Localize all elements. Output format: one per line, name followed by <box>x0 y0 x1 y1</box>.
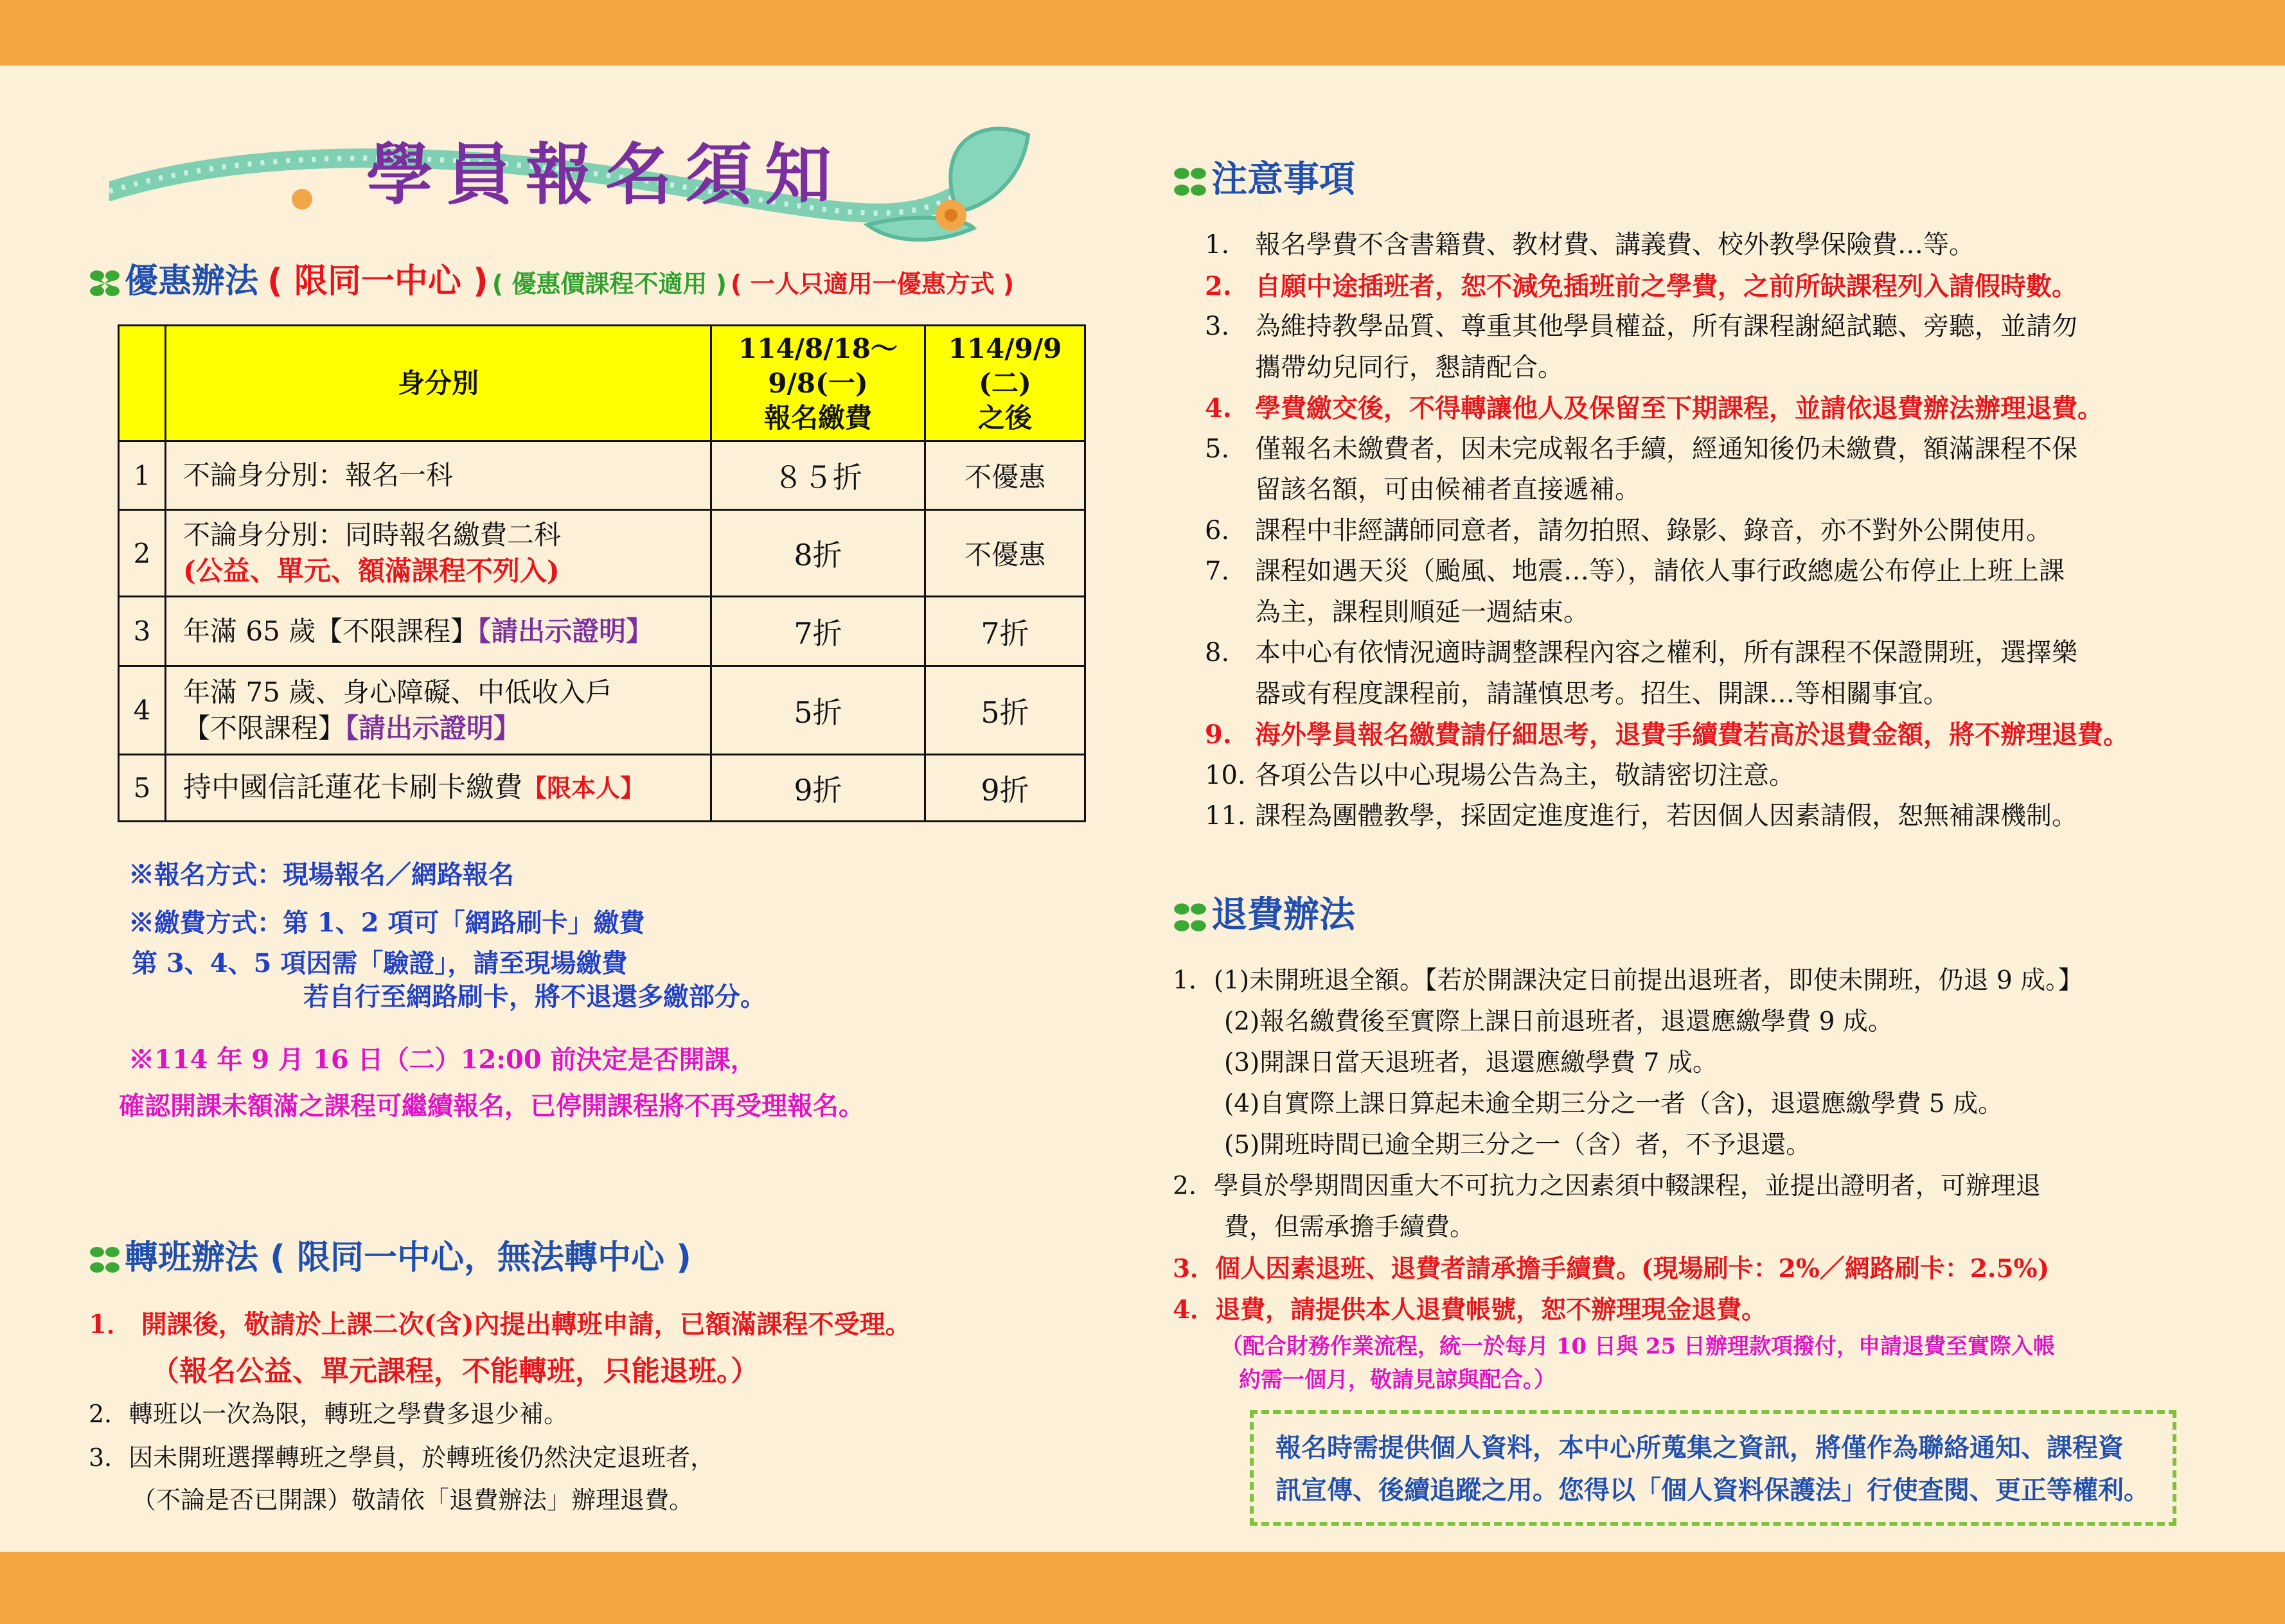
col-early: 114/8/18～ 9/8(一) 報名繳費 <box>711 326 925 441</box>
bottom-band <box>0 1552 2285 1624</box>
discount-note1: ( 優惠價課程不適用 ) <box>492 270 727 298</box>
transfer-heading <box>89 1230 691 1278</box>
discount-table <box>118 324 1086 822</box>
col-identity: 身分別 <box>166 326 711 441</box>
note-item: 10. 各項公告以中心現場公告為主，敬請密切注意。 <box>1205 760 1795 790</box>
note-item: 4. 學費繳交後，不得轉讓他人及保留至下期課程，並請依退費辦法辦理退費。 <box>1205 393 2103 423</box>
refund-line: 4．退費，請提供本人退費帳號，恕不辦理現金退費。 <box>1173 1295 1767 1325</box>
note-item: 1. 報名學費不含書籍費、教材費、講義費、校外教學保險費…等。 <box>1205 230 1975 260</box>
refund-sub-note2: 約需一個月，敬請見諒與配合。） <box>1239 1367 1556 1393</box>
refund-line: (5)開班時間已逾全期三分之一（含）者，不予退還。 <box>1224 1131 1811 1160</box>
discount-heading <box>89 254 1014 302</box>
decide-line2: 確認開課未額滿之課程可繼續報名，已停開課程將不再受理報名。 <box>119 1091 864 1121</box>
note-item: 留該名額，可由候補者直接遞補。 <box>1255 475 1640 504</box>
refund-list <box>1173 960 2083 1330</box>
refund-line: 1．(1)未開班退全額。【若於開課決定日前提出退班者，即使未開班，仍退 9 成。】 <box>1173 966 2083 995</box>
refund-line: 2．學員於學期間因重大不可抗力之因素須中輟課程，並提出證明者，可辦理退 <box>1173 1172 2041 1201</box>
notes-heading <box>1173 151 1355 202</box>
page-title: 學員報名須知 <box>366 136 845 214</box>
refund-sub-note1: （配合財務作業流程，統一於每月 10 日與 25 日辦理款項撥付，申請退費至實際入帳 <box>1221 1334 2055 1359</box>
note-item: 為主，課程則順延一週結束。 <box>1255 597 1589 627</box>
top-band <box>0 0 2285 66</box>
note-item: 6. 課程中非經講師同意者，請勿拍照、錄影、錄音，亦不對外公開使用。 <box>1205 515 2052 545</box>
notes-heading-text: 注意事項 <box>1211 159 1355 200</box>
refund-heading-text: 退費辦法 <box>1211 894 1355 936</box>
transfer-item-1-note: （報名公益、單元課程，不能轉班，只能退班。） <box>151 1355 759 1388</box>
note-item: 2. 自願中途插班者，恕不減免插班前之學費，之前所缺課程列入請假時數。 <box>1205 270 2077 301</box>
refund-line: (4)自實際上課日算起未逾全期三分之一者（含)，退還應繳學費 5 成。 <box>1224 1090 2004 1118</box>
clover-icon <box>89 267 121 299</box>
reg-method: ※報名方式：現場報名／網路報名 <box>129 860 514 890</box>
transfer-item-3: 3．因未開班選擇轉班之學員，於轉班後仍然決定退班者， <box>89 1443 715 1472</box>
table-row: 4 年滿 75 歲、身心障礙、中低收入戶 【不限課程】【請出示證明】 5折 5折 <box>119 666 1085 755</box>
col-late: 114/9/9 (二) 之後 <box>925 326 1085 441</box>
note-item: 5. 僅報名未繳費者，因未完成報名手續，經通知後仍未繳費，額滿課程不保 <box>1205 434 2077 464</box>
pay-line2: 第 3、4、5 項因需「驗證」，請至現場繳費 <box>132 948 628 978</box>
refund-line: 3．個人因素退班、退費者請承擔手續費。(現場刷卡：2%／網路刷卡：2.5%) <box>1173 1254 2050 1284</box>
table-row: 5 持中國信託蓮花卡刷卡繳費【限本人】 9折 9折 <box>119 755 1085 822</box>
discount-heading-text: 優惠辦法 <box>125 262 259 301</box>
pay-method: ※繳費方式：第 1、2 項可「網路刷卡」繳費 <box>129 908 645 938</box>
table-row: 2 不論身分別：同時報名繳費二科 (公益、單元、額滿課程不列入) 8折 不優惠 <box>119 510 1085 597</box>
transfer-item-1: 1． 開課後，敬請於上課二次(含)內提出轉班申請，已額滿課程不受理。 <box>89 1309 911 1339</box>
note-item: 11. 課程為團體教學，採固定進度進行，若因個人因素請假，恕無補課機制。 <box>1205 801 2077 831</box>
note-item: 9. 海外學員報名繳費請仔細思考，退費手續費若高於退費金額，將不辦理退費。 <box>1205 719 2129 750</box>
clover-icon <box>89 1244 121 1276</box>
privacy-line1: 報名時需提供個人資料，本中心所蒐集之資訊，將僅作為聯絡通知、課程資 <box>1276 1433 2124 1463</box>
transfer-item-2: 2．轉班以一次為限，轉班之學費多退少補。 <box>89 1400 569 1428</box>
flower-icon <box>292 189 312 209</box>
refund-line: (2)報名繳費後至實際上課日前退班者，退還應繳學費 9 成。 <box>1224 1007 1893 1036</box>
table-row: 3 年滿 65 歲【不限課程】【請出示證明】 7折 7折 <box>119 597 1085 666</box>
transfer-heading-text: 轉班辦法 ( 限同一中心，無法轉中心 ) <box>125 1239 691 1277</box>
table-row: 1 不論身分別：報名一科 ８５折 不優惠 <box>119 441 1085 510</box>
privacy-notice <box>1250 1410 2176 1526</box>
note-item: 7. 課程如遇天災（颱風、地震…等），請依人事行政總處公布停止上班上課 <box>1205 556 2065 586</box>
refund-line: (3)開課日當天退班者，退還應繳學費 7 成。 <box>1224 1048 1718 1077</box>
table-header-row <box>119 326 1085 441</box>
pay-line3: 若自行至網路刷卡，將不退還多繳部分。 <box>303 982 766 1012</box>
note-item: 8. 本中心有依情況適時調整課程內容之權利，所有課程不保證開班，選擇樂 <box>1205 638 2077 667</box>
decide-line1: ※114 年 9 月 16 日（二）12:00 前決定是否開課， <box>129 1045 756 1075</box>
note-item: 攜帶幼兒同行，懇請配合。 <box>1255 352 1563 382</box>
transfer-item-3-note: （不論是否已開課）敬請依「退費辦法」辦理退費。 <box>132 1486 694 1514</box>
clover-icon <box>1173 164 1207 199</box>
note-item: 3. 為維持教學品質、尊重其他學員權益，所有課程謝絕試聽、旁聽，並請勿 <box>1205 312 2077 341</box>
refund-line: 費，但需承擔手續費。 <box>1224 1213 1475 1242</box>
refund-heading <box>1173 887 1355 938</box>
notes-list <box>1205 225 2129 837</box>
note-item: 器或有程度課程前，請謹慎思考。招生、開課…等相關事宜。 <box>1255 678 1949 709</box>
discount-note2: ( 一人只適用一優惠方式 ) <box>730 270 1015 298</box>
privacy-line2: 訊宣傳、後續追蹤之用。您得以「個人資料保護法」行使查閱、更正等權利。 <box>1276 1476 2149 1505</box>
discount-scope: ( 限同一中心 ) <box>267 262 488 301</box>
clover-icon <box>1173 900 1207 935</box>
